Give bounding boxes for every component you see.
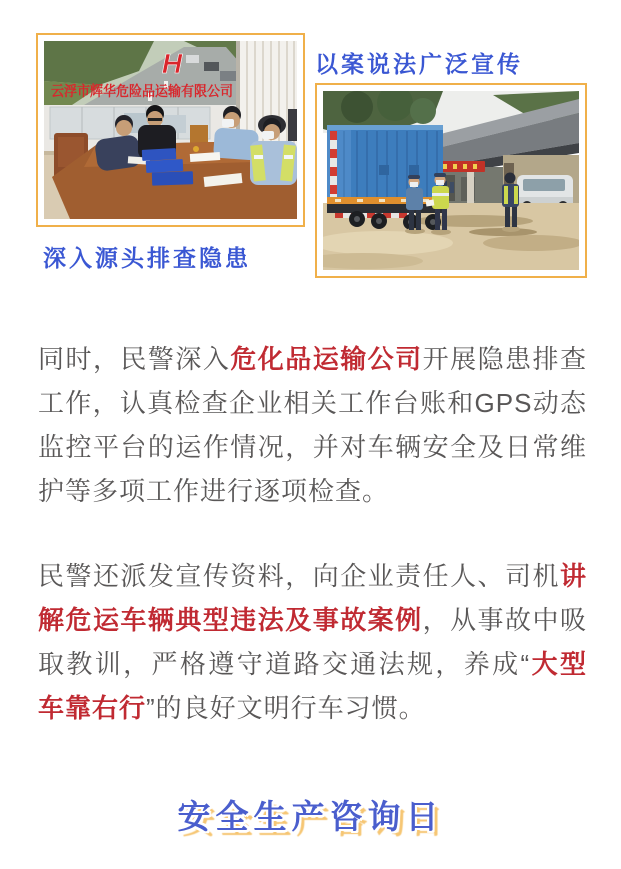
highlight-text: 大型车靠右行 <box>38 649 587 723</box>
caption-source-inspection: 深入源头排查隐患 <box>43 245 251 271</box>
body-text: ”的良好文明行车习惯。 <box>146 693 426 723</box>
body-text: 同时，民警深入 <box>38 344 231 374</box>
article-body <box>38 337 587 730</box>
body-paragraph <box>38 554 587 730</box>
company-logo: H <box>161 48 183 79</box>
company-banner-text: 云浮市辉华危险品运输有限公司 <box>51 83 233 99</box>
footer-title: 安全生产咨询日 <box>177 798 444 835</box>
body-text: 开展隐患排查工作，认真检查企业相关工作台账和GPS动态监控平台的运作情况，并对车辆安全及日常维护等多项工作进行逐项检查。 <box>38 344 587 506</box>
highlight-text: 讲解危运车辆典型违法及事故案例 <box>38 561 587 635</box>
body-paragraph <box>38 337 587 513</box>
meeting-photo-illustration <box>44 41 297 219</box>
highlight-text: 危化品运输公司 <box>230 344 423 374</box>
body-text: 民警还派发宣传资料，向企业责任人、司机 <box>38 561 560 591</box>
meeting-room-photo[interactable] <box>36 33 305 227</box>
body-text: ，从事故中吸取教训，严格遵守道路交通法规，养成“ <box>38 605 587 679</box>
truck-photo-illustration <box>323 91 579 270</box>
truck-inspection-photo[interactable] <box>315 83 587 278</box>
caption-case-publicity: 以案说法广泛宣传 <box>315 51 523 77</box>
